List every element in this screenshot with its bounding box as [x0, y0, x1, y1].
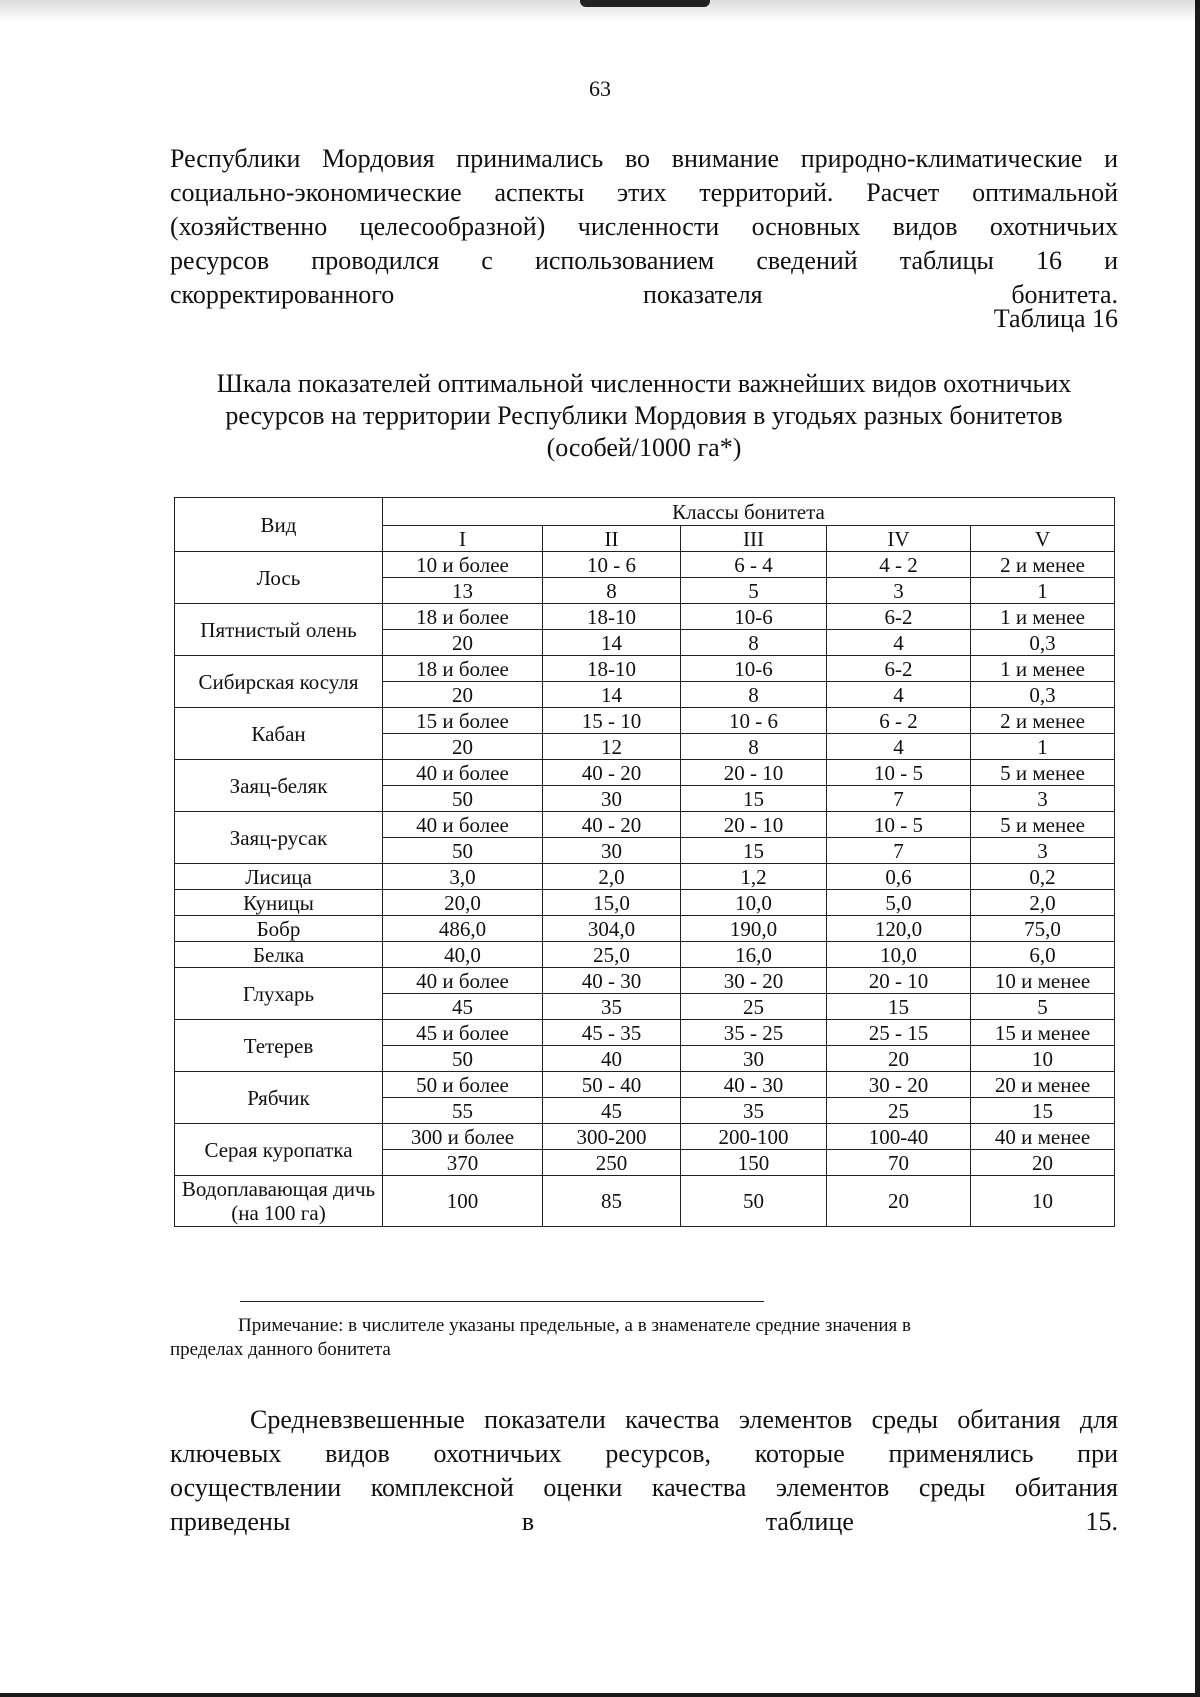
- value-cell: 2,0: [971, 890, 1115, 916]
- species-cell: Рябчик: [175, 1072, 383, 1124]
- value-cell: 0,3: [971, 630, 1115, 656]
- value-cell: 30 - 20: [827, 1072, 971, 1098]
- species-cell: Водоплавающая дичь (на 100 га): [175, 1176, 383, 1227]
- value-cell: 370: [383, 1150, 543, 1176]
- value-cell: 2,0: [543, 864, 681, 890]
- value-cell: 13: [383, 578, 543, 604]
- table-body: [175, 552, 1115, 1227]
- table-row: [175, 916, 1115, 942]
- value-cell: 15 - 10: [543, 708, 681, 734]
- value-cell: 20 - 10: [827, 968, 971, 994]
- value-cell: 40: [543, 1046, 681, 1072]
- value-cell: 20: [383, 682, 543, 708]
- value-cell: 35: [681, 1098, 827, 1124]
- closing-line: ключевых видов охотничьих ресурсов, которые применялись при: [170, 1439, 1118, 1468]
- value-cell: 10,0: [681, 890, 827, 916]
- species-cell: Кабан: [175, 708, 383, 760]
- value-cell: 5 и менее: [971, 760, 1115, 786]
- value-cell: 40 и более: [383, 812, 543, 838]
- value-cell: 6-2: [827, 604, 971, 630]
- value-cell: 6 - 4: [681, 552, 827, 578]
- header-species: Вид: [175, 498, 383, 552]
- value-cell: 10: [971, 1046, 1115, 1072]
- value-cell: 6-2: [827, 656, 971, 682]
- value-cell: 8: [681, 682, 827, 708]
- value-cell: 40 - 20: [543, 760, 681, 786]
- scan-edge-right: [1195, 0, 1200, 1697]
- header-class: III: [681, 526, 827, 552]
- species-cell: Бобр: [175, 916, 383, 942]
- closing-line: осуществлении комплексной оценки качества элементов среды обитания: [170, 1473, 1118, 1502]
- value-cell: 10 - 6: [681, 708, 827, 734]
- species-cell: Глухарь: [175, 968, 383, 1020]
- value-cell: 6,0: [971, 942, 1115, 968]
- table-row: [175, 708, 1115, 734]
- value-cell: 15: [681, 838, 827, 864]
- value-cell: 16,0: [681, 942, 827, 968]
- bonitet-table: [174, 497, 1115, 1227]
- value-cell: 85: [543, 1176, 681, 1227]
- value-cell: 70: [827, 1150, 971, 1176]
- table-row: [175, 604, 1115, 630]
- value-cell: 0,6: [827, 864, 971, 890]
- value-cell: 50: [383, 786, 543, 812]
- value-cell: 100: [383, 1176, 543, 1227]
- value-cell: 2 и менее: [971, 708, 1115, 734]
- value-cell: 20: [383, 734, 543, 760]
- value-cell: 45: [543, 1098, 681, 1124]
- value-cell: 40 и более: [383, 760, 543, 786]
- value-cell: 20: [827, 1176, 971, 1227]
- value-cell: 6 - 2: [827, 708, 971, 734]
- value-cell: 75,0: [971, 916, 1115, 942]
- table-row: [175, 656, 1115, 682]
- page-number: 63: [589, 76, 611, 101]
- value-cell: 1 и менее: [971, 604, 1115, 630]
- table-row: [175, 968, 1115, 994]
- intro-line: скорректированного показателя бонитета.: [170, 280, 1118, 309]
- value-cell: 1: [971, 734, 1115, 760]
- value-cell: 40,0: [383, 942, 543, 968]
- table-row: [175, 942, 1115, 968]
- value-cell: 55: [383, 1098, 543, 1124]
- value-cell: 50: [383, 838, 543, 864]
- intro-paragraph: [170, 142, 1118, 312]
- value-cell: 15: [681, 786, 827, 812]
- value-cell: 10,0: [827, 942, 971, 968]
- species-cell: Заяц-беляк: [175, 760, 383, 812]
- value-cell: 5 и менее: [971, 812, 1115, 838]
- value-cell: 10 - 5: [827, 760, 971, 786]
- value-cell: 2 и менее: [971, 552, 1115, 578]
- value-cell: 40 и менее: [971, 1124, 1115, 1150]
- species-cell: Сибирская косуля: [175, 656, 383, 708]
- intro-line: Республики Мордовия принимались во внимание природно-климатические и: [170, 144, 1118, 173]
- table-row: [175, 1072, 1115, 1098]
- value-cell: 5: [971, 994, 1115, 1020]
- value-cell: 4 - 2: [827, 552, 971, 578]
- value-cell: 5,0: [827, 890, 971, 916]
- table-row: [175, 812, 1115, 838]
- value-cell: 50 - 40: [543, 1072, 681, 1098]
- table-title-line: ресурсов на территории Республики Мордовия в угодьях разных бонитетов: [225, 401, 1063, 430]
- value-cell: 10 и менее: [971, 968, 1115, 994]
- value-cell: 304,0: [543, 916, 681, 942]
- value-cell: 35 - 25: [681, 1020, 827, 1046]
- species-cell: Тетерев: [175, 1020, 383, 1072]
- value-cell: 50: [383, 1046, 543, 1072]
- value-cell: 40 - 20: [543, 812, 681, 838]
- value-cell: 18 и более: [383, 604, 543, 630]
- header-class: V: [971, 526, 1115, 552]
- value-cell: 25: [681, 994, 827, 1020]
- value-cell: 3: [971, 786, 1115, 812]
- species-cell: Заяц-русак: [175, 812, 383, 864]
- value-cell: 18-10: [543, 604, 681, 630]
- header-class: II: [543, 526, 681, 552]
- value-cell: 1 и менее: [971, 656, 1115, 682]
- value-cell: 45 и более: [383, 1020, 543, 1046]
- value-cell: 3,0: [383, 864, 543, 890]
- table-row: [175, 1124, 1115, 1150]
- table-row: [175, 890, 1115, 916]
- intro-line: (хозяйственно целесообразной) численности основных видов охотничьих: [170, 212, 1118, 241]
- value-cell: 300-200: [543, 1124, 681, 1150]
- value-cell: 200-100: [681, 1124, 827, 1150]
- value-cell: 10-6: [681, 656, 827, 682]
- value-cell: 7: [827, 838, 971, 864]
- value-cell: 10 и более: [383, 552, 543, 578]
- value-cell: 0,2: [971, 864, 1115, 890]
- value-cell: 15 и более: [383, 708, 543, 734]
- table-row: [175, 1176, 1115, 1227]
- value-cell: 40 - 30: [543, 968, 681, 994]
- table-row: [175, 1020, 1115, 1046]
- table-title: [170, 368, 1118, 464]
- species-cell: Белка: [175, 942, 383, 968]
- value-cell: 50: [681, 1176, 827, 1227]
- species-cell: Лисица: [175, 864, 383, 890]
- species-cell: Пятнистый олень: [175, 604, 383, 656]
- closing-line: приведены в таблице 15.: [170, 1507, 1118, 1536]
- value-cell: 30: [543, 786, 681, 812]
- footnote: [170, 1314, 1118, 1362]
- value-cell: 40 - 30: [681, 1072, 827, 1098]
- value-cell: 14: [543, 682, 681, 708]
- value-cell: 150: [681, 1150, 827, 1176]
- closing-paragraph: [170, 1403, 1118, 1539]
- value-cell: 45: [383, 994, 543, 1020]
- species-cell: Серая куропатка: [175, 1124, 383, 1176]
- value-cell: 8: [681, 734, 827, 760]
- value-cell: 10 - 5: [827, 812, 971, 838]
- value-cell: 20 и менее: [971, 1072, 1115, 1098]
- value-cell: 18-10: [543, 656, 681, 682]
- value-cell: 30 - 20: [681, 968, 827, 994]
- value-cell: 20: [383, 630, 543, 656]
- intro-line: ресурсов проводился с использованием сведений таблицы 16 и: [170, 246, 1118, 275]
- scan-edge-bottom: [0, 1693, 1200, 1697]
- value-cell: 20: [827, 1046, 971, 1072]
- table-row: [175, 552, 1115, 578]
- value-cell: 8: [543, 578, 681, 604]
- value-cell: 25 - 15: [827, 1020, 971, 1046]
- value-cell: 486,0: [383, 916, 543, 942]
- value-cell: 4: [827, 630, 971, 656]
- value-cell: 20,0: [383, 890, 543, 916]
- value-cell: 8: [681, 630, 827, 656]
- scan-top-mark: [580, 0, 710, 7]
- table-row: [175, 760, 1115, 786]
- value-cell: 18 и более: [383, 656, 543, 682]
- value-cell: 3: [971, 838, 1115, 864]
- value-cell: 25,0: [543, 942, 681, 968]
- value-cell: 100-40: [827, 1124, 971, 1150]
- value-cell: 50 и более: [383, 1072, 543, 1098]
- value-cell: 10: [971, 1176, 1115, 1227]
- table-title-line: (особей/1000 га*): [546, 433, 742, 462]
- table-title-line: Шкала показателей оптимальной численности важнейших видов охотничьих: [216, 369, 1072, 398]
- value-cell: 30: [543, 838, 681, 864]
- value-cell: 15: [971, 1098, 1115, 1124]
- header-class: I: [383, 526, 543, 552]
- value-cell: 300 и более: [383, 1124, 543, 1150]
- intro-line: социально-экономические аспекты этих территорий. Расчет оптимальной: [170, 178, 1118, 207]
- species-cell: Лось: [175, 552, 383, 604]
- value-cell: 25: [827, 1098, 971, 1124]
- value-cell: 4: [827, 682, 971, 708]
- footnote-rule: [240, 1301, 764, 1302]
- value-cell: 3: [827, 578, 971, 604]
- footnote-line: пределах данного бонитета: [170, 1339, 391, 1360]
- species-cell: Куницы: [175, 890, 383, 916]
- value-cell: 4: [827, 734, 971, 760]
- table-label: Таблица 16: [993, 304, 1118, 333]
- table-row: [175, 864, 1115, 890]
- footnote-line: Примечание: в числителе указаны предельные, а в знаменателе средние значения в: [238, 1315, 911, 1336]
- value-cell: 20 - 10: [681, 760, 827, 786]
- value-cell: 20: [971, 1150, 1115, 1176]
- value-cell: 15: [827, 994, 971, 1020]
- value-cell: 120,0: [827, 916, 971, 942]
- value-cell: 1,2: [681, 864, 827, 890]
- value-cell: 10-6: [681, 604, 827, 630]
- value-cell: 10 - 6: [543, 552, 681, 578]
- value-cell: 190,0: [681, 916, 827, 942]
- value-cell: 7: [827, 786, 971, 812]
- value-cell: 40 и более: [383, 968, 543, 994]
- header-classes: Классы бонитета: [383, 498, 1115, 526]
- value-cell: 15,0: [543, 890, 681, 916]
- value-cell: 250: [543, 1150, 681, 1176]
- header-class: IV: [827, 526, 971, 552]
- value-cell: 35: [543, 994, 681, 1020]
- value-cell: 0,3: [971, 682, 1115, 708]
- value-cell: 20 - 10: [681, 812, 827, 838]
- value-cell: 5: [681, 578, 827, 604]
- value-cell: 1: [971, 578, 1115, 604]
- value-cell: 30: [681, 1046, 827, 1072]
- value-cell: 14: [543, 630, 681, 656]
- value-cell: 12: [543, 734, 681, 760]
- value-cell: 15 и менее: [971, 1020, 1115, 1046]
- closing-line: Средневзвешенные показатели качества элементов среды обитания для: [250, 1405, 1118, 1434]
- value-cell: 45 - 35: [543, 1020, 681, 1046]
